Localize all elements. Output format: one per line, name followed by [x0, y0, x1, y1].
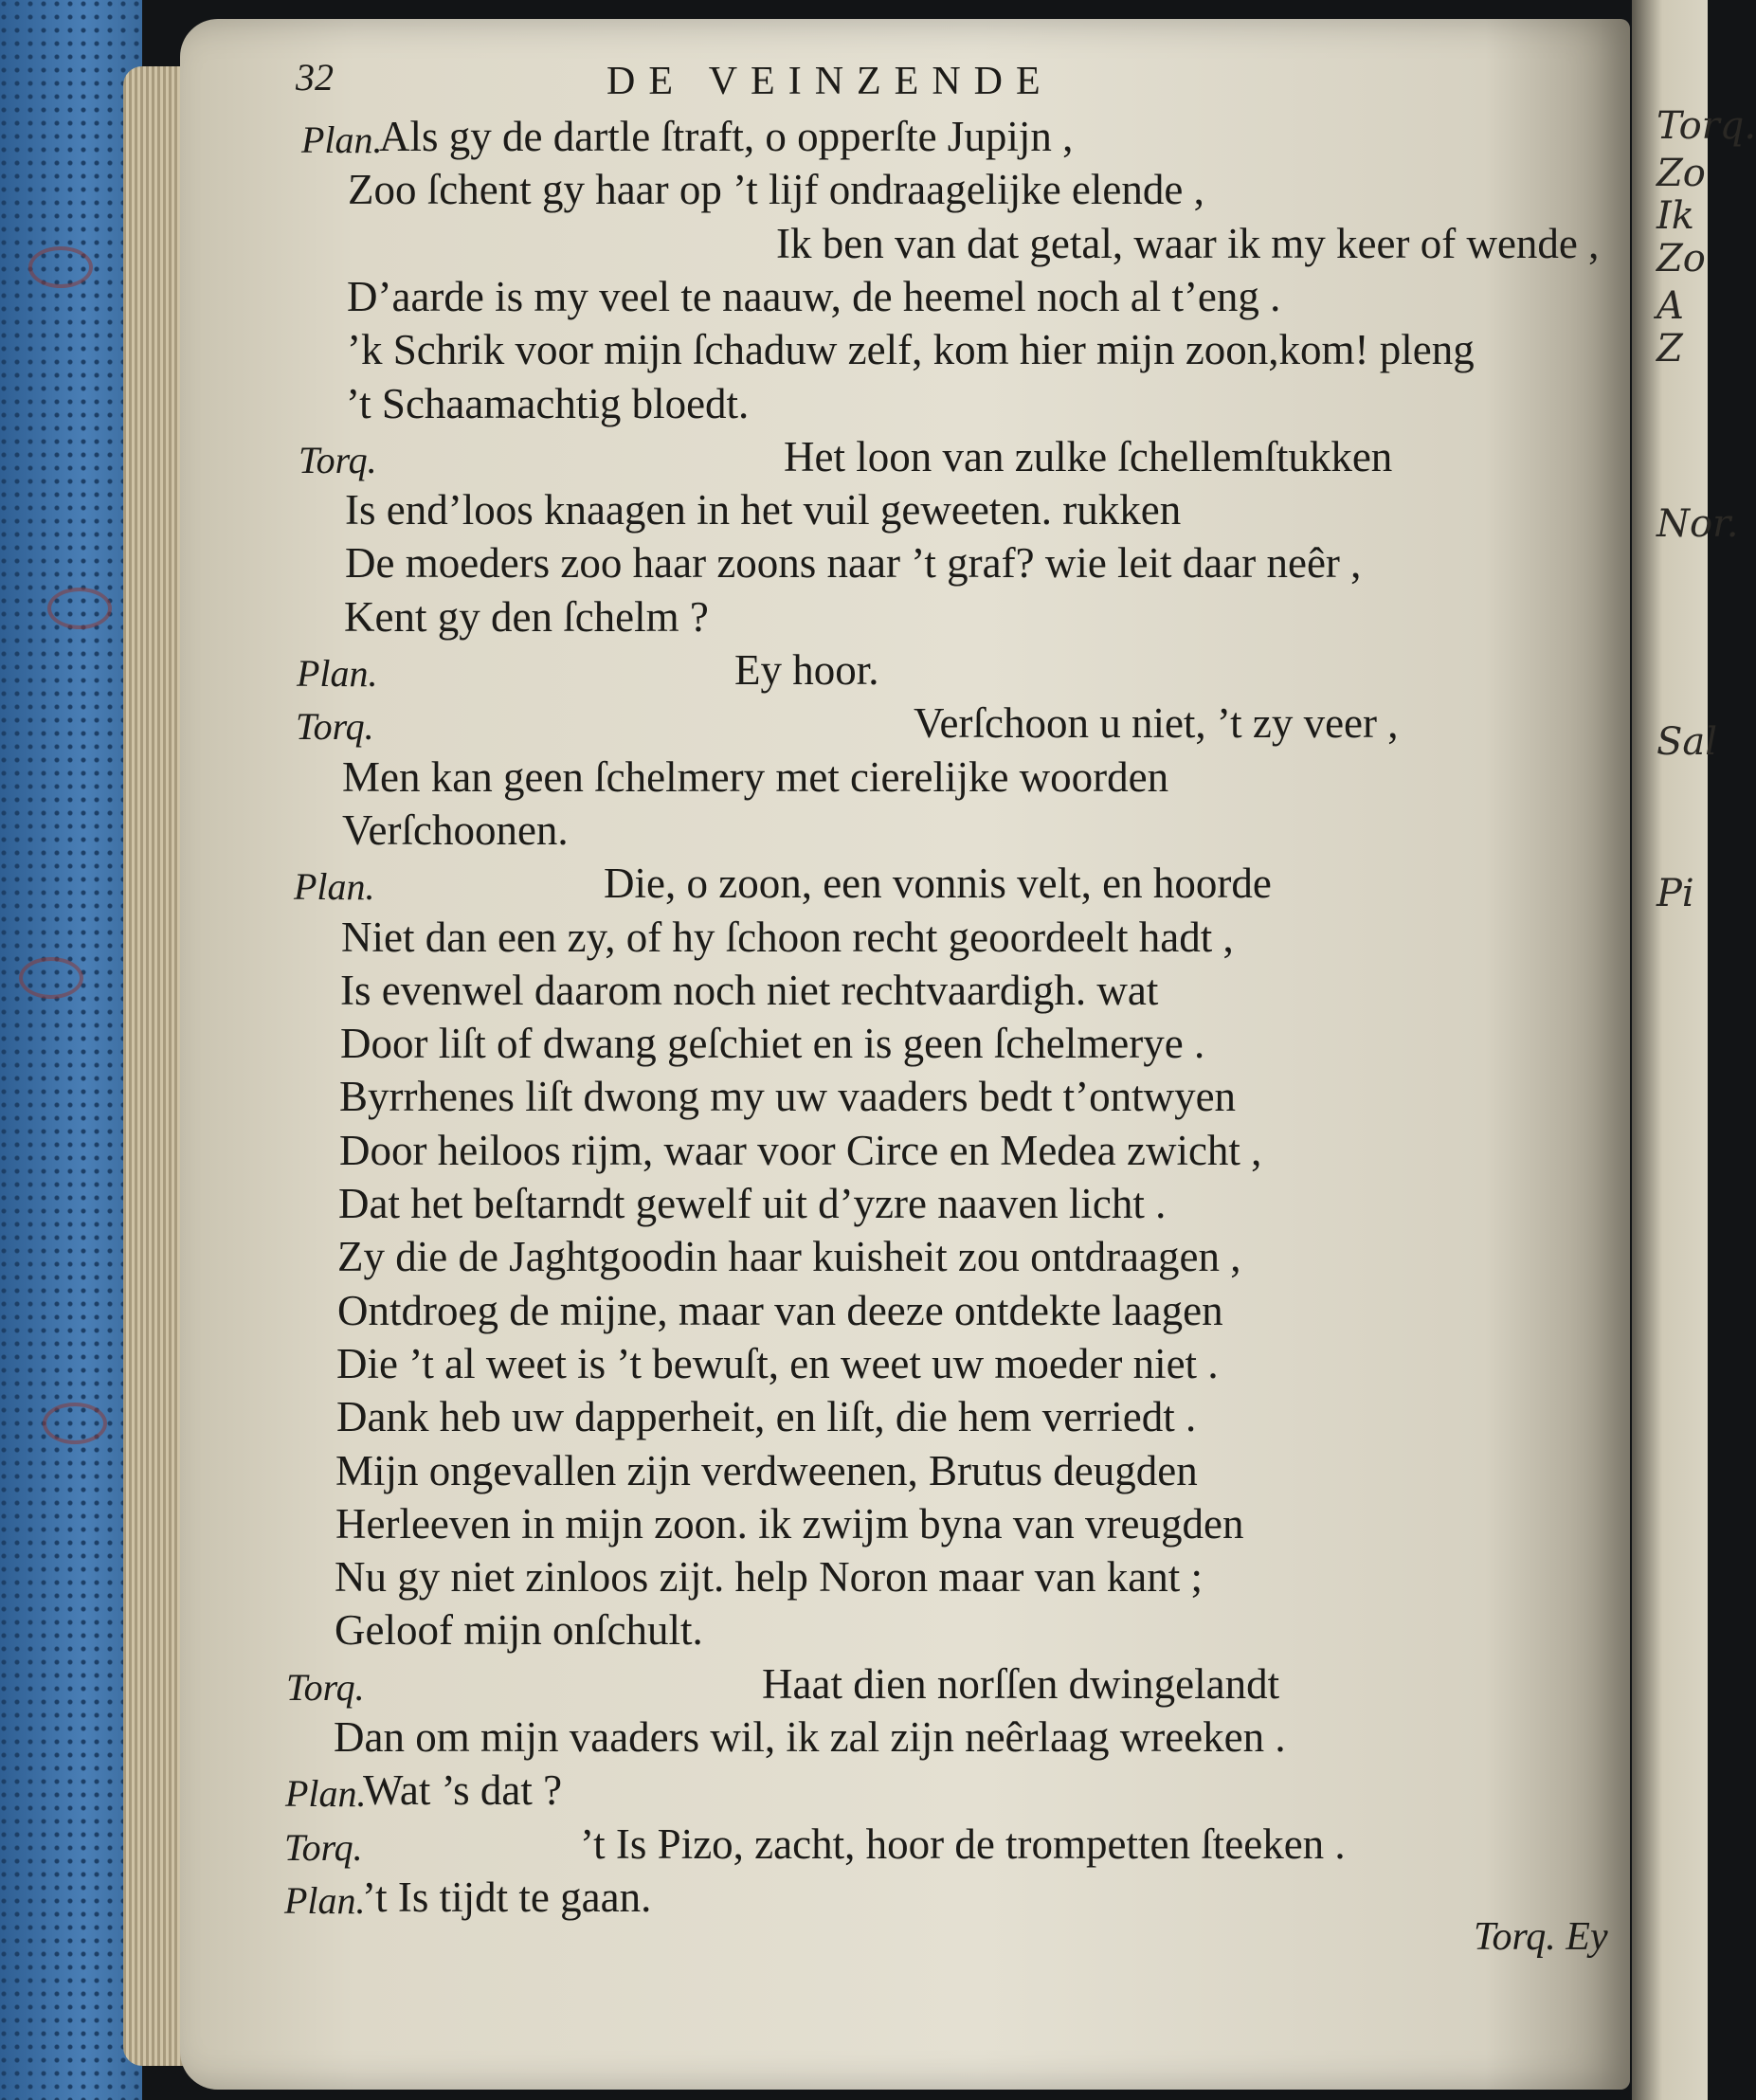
verse-line: Niet dan een zy, of hy ſchoon recht geoordeelt hadt , — [341, 913, 1234, 961]
verse-line: Als gy de dartle ſtraft, o opperſte Jupijn , — [379, 113, 1074, 160]
verse-line: Is end’loos knaagen in het vuil geweeten. rukken — [345, 486, 1182, 534]
verse-line: Ey hoor. — [734, 646, 879, 694]
verse-line: Verſchoon u niet, ’t zy veer , — [914, 699, 1399, 748]
verse-line: De moeders zoo haar zoons naar ’t graf? wie leit daar neêr , — [345, 539, 1362, 588]
verse-line: Ik ben van dat getal, waar ik my keer of wende , — [776, 219, 1600, 267]
facing-page-fragment: Nor. — [1656, 502, 1739, 546]
book-cover — [0, 0, 142, 2100]
verse-line: Zy die de Jaghtgoodin haar kuisheit zou ontdraagen , — [337, 1233, 1241, 1281]
verse-line: Zoo ſchent gy haar op ’t lijf ondraagelijke elende , — [348, 166, 1204, 214]
verse-line: Ontdroeg de mijne, maar van deeze ontdekte laagen — [337, 1286, 1223, 1334]
facing-page-fragment: Pi — [1656, 872, 1694, 915]
speaker-label: Plan. — [301, 118, 383, 161]
verse-line: Dan om mijn vaaders wil, ik zal zijn neêrlaag wreeken . — [334, 1713, 1286, 1761]
catchword: Torq. Ey — [1474, 1915, 1608, 1959]
facing-page — [1632, 0, 1756, 2100]
facing-page-fragment: Z — [1656, 327, 1683, 371]
verse-line: ’k Schrik voor mijn ſchaduw zelf, kom hier mijn zoon,kom! pleng — [347, 326, 1475, 374]
verse-line: Door liſt of dwang geſchiet en is geen ſchelmerye . — [340, 1020, 1205, 1068]
cover-ornament — [28, 246, 93, 288]
facing-page-fragment: A — [1656, 284, 1684, 328]
facing-page-fragment: Torq. — [1656, 104, 1756, 148]
verse-line: Geloof mijn onſchult. — [335, 1606, 703, 1655]
verse-line: Men kan geen ſchelmery met cierelijke woorden — [342, 752, 1169, 801]
verse-line: Dat het beſtarndt gewelf uit d’yzre naaven licht . — [338, 1180, 1167, 1227]
verse-line: Wat ’s dat ? — [363, 1766, 563, 1815]
verse-line: Die ’t al weet is ’t bewuſt, en weet uw moeder niet . — [336, 1339, 1219, 1387]
cover-ornament — [43, 1403, 107, 1444]
speaker-label: Plan. — [284, 1878, 366, 1922]
verse-line: Dank heb uw dapperheit, en liſt, die hem verriedt . — [336, 1393, 1197, 1441]
verse-line: Herleeven in mijn zoon. ik zwijm byna van vreugden — [335, 1499, 1244, 1548]
verse-line: Byrrhenes liſt dwong my uw vaaders bedt t’ontwyen — [339, 1073, 1237, 1121]
speaker-label: Plan. — [294, 865, 375, 909]
cover-ornament — [19, 957, 83, 999]
verse-line: D’aarde is my veel te naauw, de heemel noch al t’eng . — [347, 272, 1281, 320]
verse-line: Door heiloos rijm, waar voor Circe en Medea zwicht , — [339, 1126, 1262, 1174]
verse-line: Verſchoonen. — [342, 806, 569, 854]
speaker-label: Torq. — [286, 1665, 365, 1709]
speaker-label: Plan. — [297, 652, 378, 695]
facing-page-fragment: Zo — [1656, 152, 1706, 195]
speaker-label: Torq. — [299, 438, 377, 481]
verse-line: Kent gy den ſchelm ? — [344, 592, 709, 641]
verse-line: ’t Is Pizo, zacht, hoor de trompetten ſteeken . — [580, 1819, 1346, 1868]
facing-page-fragment: Zo — [1656, 237, 1706, 281]
verse-line: Nu gy niet zinloos zijt. help Noron maar van kant ; — [335, 1553, 1204, 1602]
verse-line: Mijn ongevallen zijn verdweenen, Brutus deugden — [335, 1446, 1198, 1494]
page-number: 32 — [296, 56, 334, 99]
speaker-label: Torq. — [284, 1825, 363, 1869]
facing-page-fragment: Sal — [1656, 720, 1718, 764]
speaker-label: Torq. — [296, 705, 374, 749]
verse-line: Is evenwel daarom noch niet rechtvaardigh. wat — [340, 966, 1159, 1014]
verse-line: ’t Is tijdt te gaan. — [362, 1873, 652, 1921]
verse-line: ’t Schaamachtig bloedt. — [346, 379, 750, 427]
cover-ornament — [47, 588, 112, 629]
verse-line: Het loon van zulke ſchellemſtukken — [784, 432, 1393, 480]
running-head: DE VEINZENDE — [606, 60, 1054, 103]
facing-page-fragment: Ik — [1656, 194, 1695, 238]
verse-line: Haat dien norſſen dwingelandt — [762, 1659, 1280, 1708]
speaker-label: Plan. — [285, 1772, 367, 1816]
verse-line: Die, o zoon, een vonnis velt, en hoorde — [604, 860, 1272, 908]
